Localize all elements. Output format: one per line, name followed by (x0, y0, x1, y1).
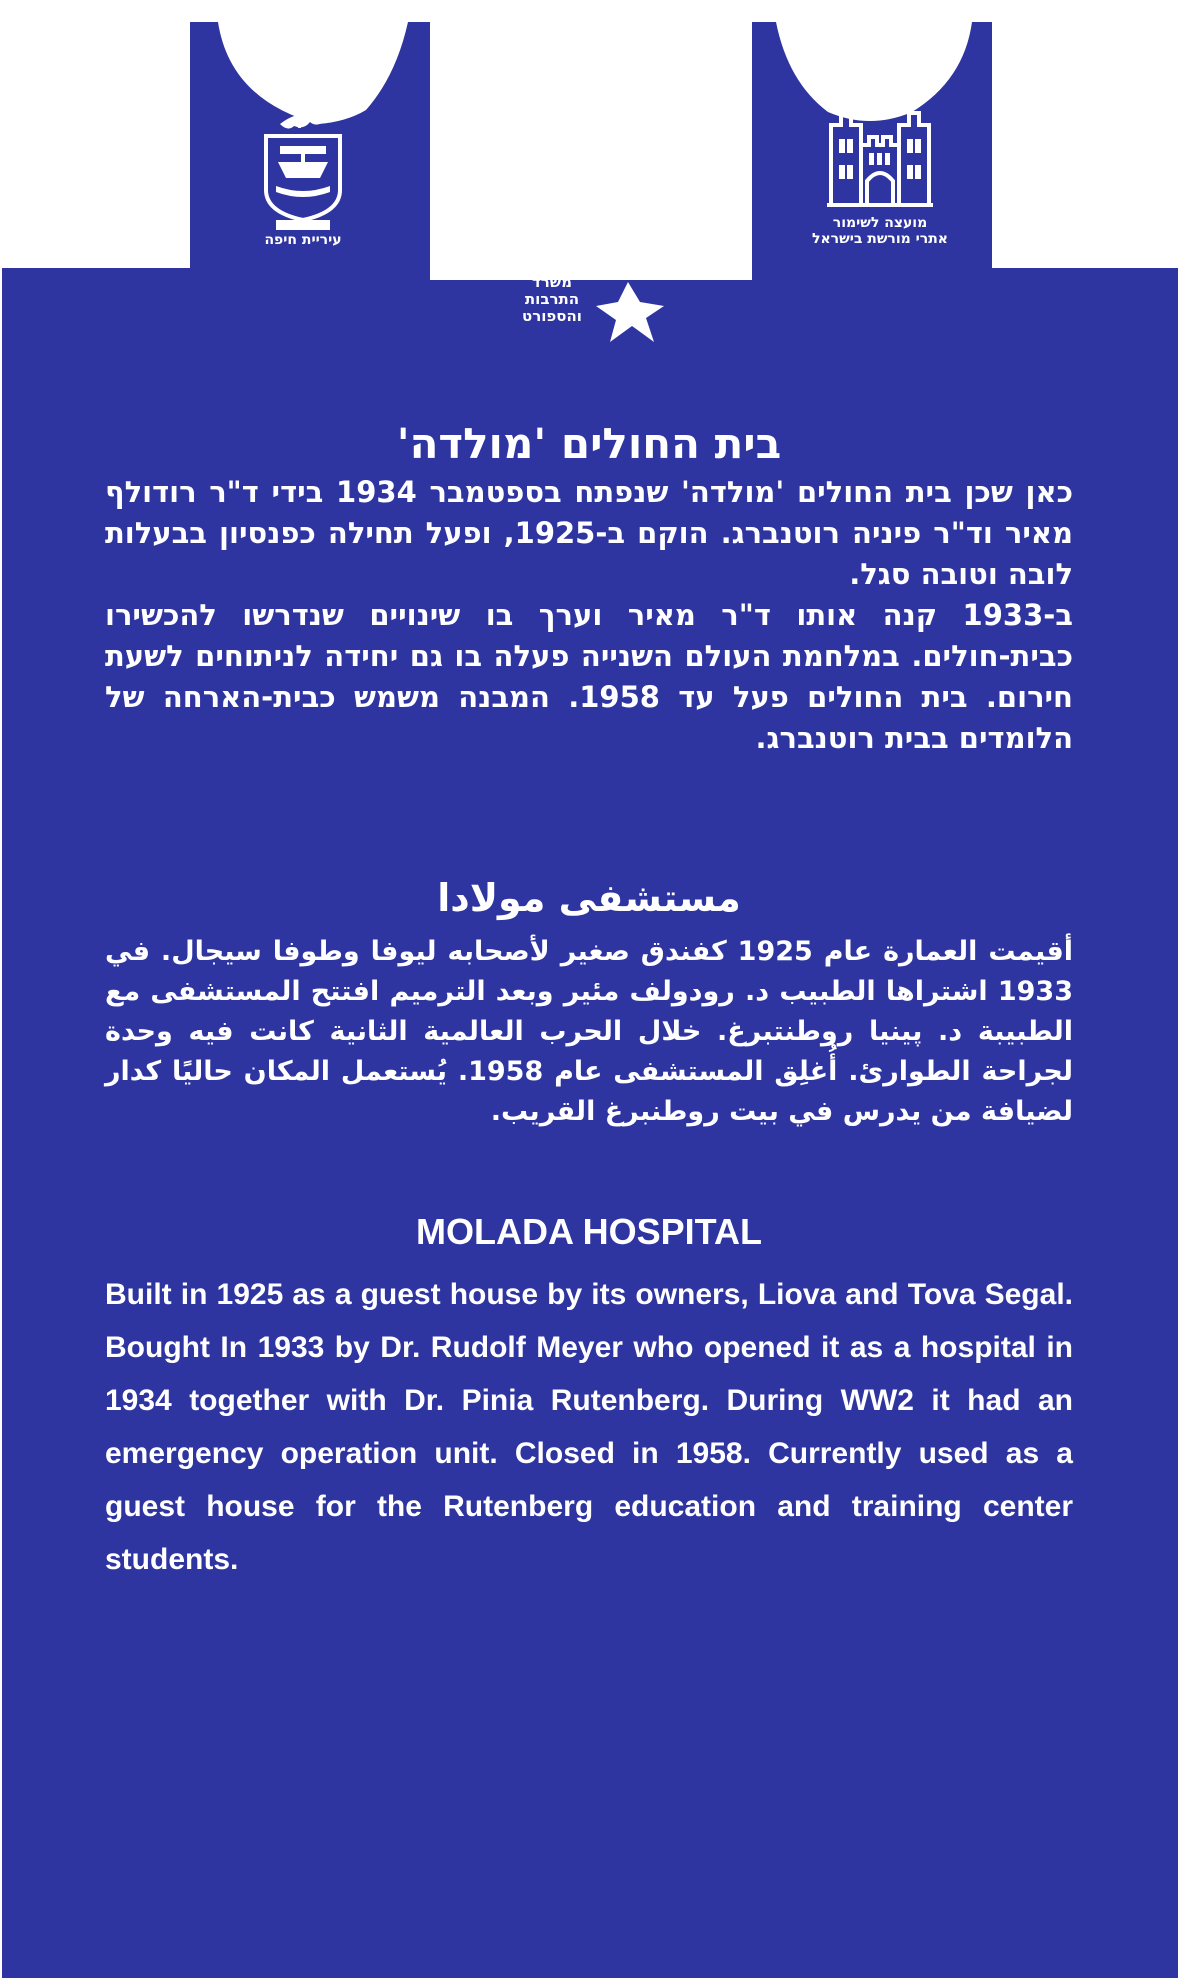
ministry-line3: והספורט (522, 307, 582, 325)
hebrew-body (105, 472, 1073, 759)
council-caption-line2: אתרי מורשת בישראל (812, 231, 948, 247)
arabic-title: مستشفى مولادا (437, 876, 741, 920)
haifa-coat-of-arms-icon (258, 108, 348, 232)
council-caption-line1: מועצה לשימור (832, 215, 928, 231)
english-title: MOLADA HOSPITAL (416, 1211, 762, 1252)
english-paragraph: Built in 1925 as a guest house by its owners, Liova and Tova Segal. Bought In 1933 by Dr. Rudolf Meyer who opened it as a hospital in 1934 together with Dr. Pinia Rutenberg. During WW2 it had an emergency operation unit. Closed in 1958. Currently used as a guest house for the Rutenberg education and training center students. (105, 1278, 1073, 1576)
hebrew-section (105, 418, 1073, 759)
hebrew-paragraph-2: ב-1933 קנה אותו ד"ר מאיר וערך בו שינויים שנדרשו להכשירו כבית-חולים. במלחמת העולם השנייה פעלה בו גם יחידה לניתוחים לשעת חירום. בית החולים פעל עד 1958. המבנה משמש כבית-הארחה של הלומדים בבית רוטנברג. (105, 598, 1073, 755)
arabic-section (105, 872, 1073, 1132)
english-body (105, 1268, 1073, 1586)
hebrew-paragraph-1: כאן שכן בית החולים 'מולדה' שנפתח בספטמבר 1934 בידי ד"ר רודולף מאיר וד"ר פיניה רוטנברג. הוקם ב-1925, ופעל תחילה כפנסיון בבעלות לובה וטובה סגל. (105, 475, 1073, 591)
ministry-culture-sport-logo (500, 262, 700, 352)
heritage-building-icon (825, 105, 935, 209)
haifa-municipality-logo (248, 108, 358, 248)
arabic-paragraph: أقيمت العمارة عام 1925 كفندق صغير لأصحابه ليوفا وطوفا سيجال. في 1933 اشتراها الطبيب د. رودولف مئير وبعد الترميم افتتح المستشفى مع الطبيبة د. پينيا روطنتبرغ. خلال الحرب العالمية الثانية كانت فيه وحدة لجراحة الطوارئ. أُغلِق المستشفى عام 1958. يُستعمل المكان حاليًا كدار لضيافة من يدرس في بيت روطنبرغ القريب. (105, 936, 1073, 1127)
hebrew-title: בית החולים 'מולדה' (396, 419, 782, 468)
arabic-body (105, 932, 1073, 1132)
haifa-caption: עיריית חיפה (264, 232, 342, 248)
ministry-text (516, 274, 588, 325)
ministry-line1: משרד (531, 273, 573, 291)
star-figure-icon (588, 262, 668, 346)
heritage-council-logo (790, 105, 970, 247)
ministry-line2: התרבות (524, 290, 580, 308)
english-section (105, 1210, 1073, 1586)
